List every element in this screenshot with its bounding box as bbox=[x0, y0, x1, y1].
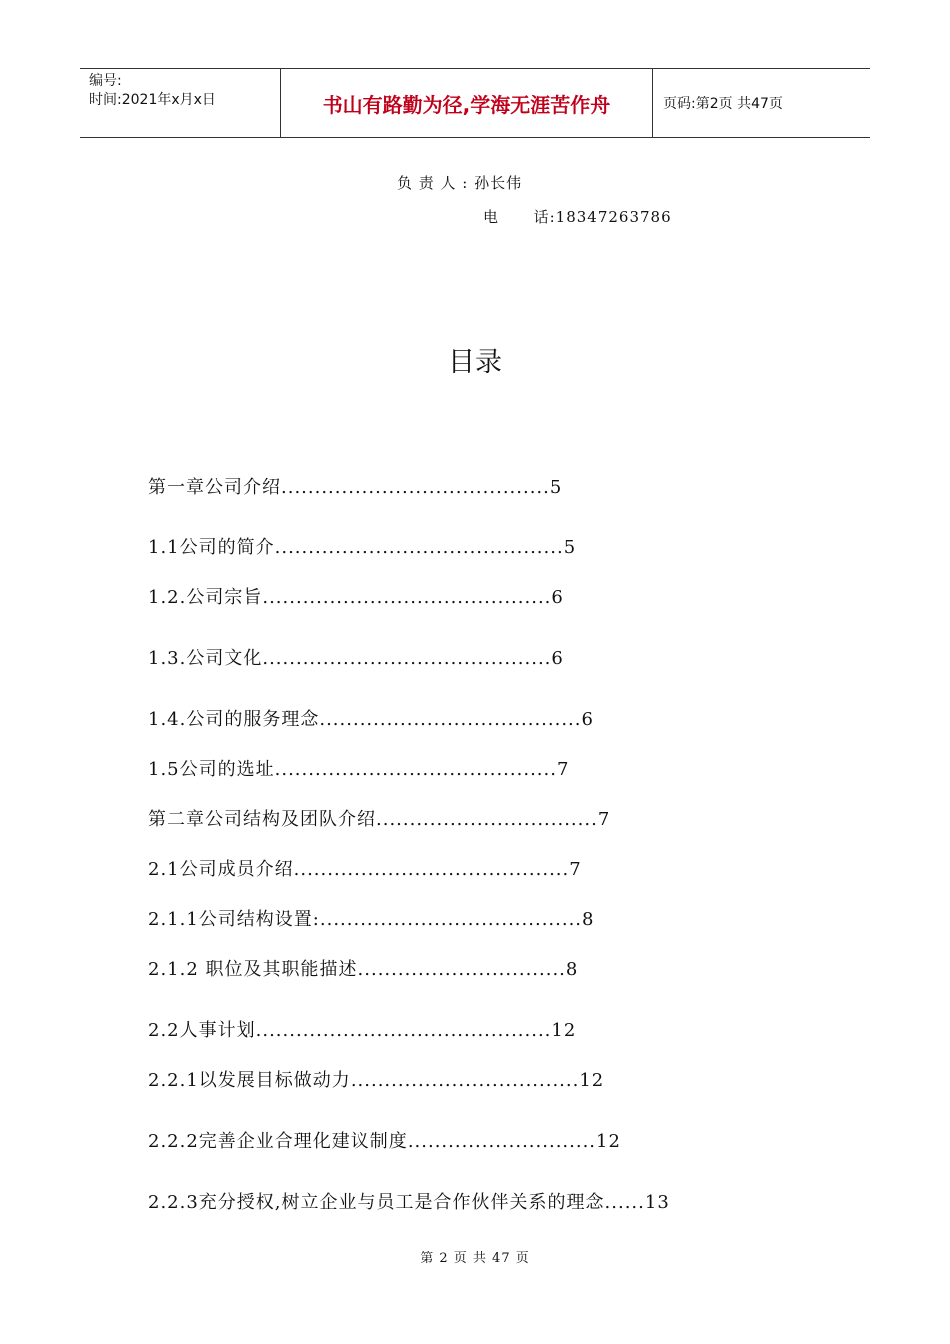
toc-title: 目录 bbox=[448, 347, 502, 378]
toc-leader-dots: ........................................ bbox=[281, 477, 550, 498]
toc-entry[interactable] bbox=[148, 757, 569, 783]
page-footer: 第 2 页 共 47 页 bbox=[420, 1251, 530, 1266]
toc-page-number: 6 bbox=[551, 648, 564, 669]
toc-page-number: 8 bbox=[582, 909, 595, 930]
header-meta bbox=[80, 69, 281, 137]
toc-entry[interactable] bbox=[148, 857, 582, 883]
toc-entry-text: 1.2.公司宗旨 bbox=[148, 587, 263, 608]
toc-leader-dots: ................................. bbox=[376, 809, 598, 830]
toc-entry-text: 1.5公司的选址 bbox=[148, 759, 275, 780]
toc-entry[interactable] bbox=[148, 707, 594, 733]
toc-page-number: 5 bbox=[549, 477, 563, 498]
toc-entry-text: 1.4.公司的服务理念 bbox=[148, 709, 320, 730]
toc-entry-text: 2.1公司成员介绍 bbox=[148, 859, 294, 880]
toc-leader-dots: .......................................... bbox=[274, 759, 557, 780]
toc-leader-dots: ........................................... bbox=[262, 648, 552, 669]
toc-entry[interactable] bbox=[148, 1018, 576, 1044]
toc-entry-text: 2.1.2 职位及其职能描述 bbox=[148, 959, 358, 980]
header-motto: 书山有路勤为径,学海无涯苦作舟 bbox=[281, 69, 653, 137]
toc-leader-dots: ...... bbox=[604, 1192, 645, 1213]
toc-page-number: 7 bbox=[569, 859, 582, 880]
toc-page-number: 12 bbox=[579, 1070, 605, 1091]
toc-entry-text: 2.2.3充分授权,树立企业与员工是合作伙伴关系的理念 bbox=[148, 1192, 605, 1213]
toc-leader-dots: ........................................... bbox=[262, 587, 552, 608]
toc-page-number: 6 bbox=[581, 709, 594, 730]
toc-entry[interactable] bbox=[148, 585, 564, 611]
toc-entry-text: 2.2人事计划 bbox=[148, 1020, 256, 1041]
toc-entry-text: 第一章公司介绍 bbox=[148, 477, 281, 498]
toc-page-number: 5 bbox=[563, 537, 577, 558]
toc-entry[interactable] bbox=[148, 646, 564, 672]
phone-line: 电 话:18347263786 bbox=[483, 208, 672, 226]
number-label: 编号: bbox=[89, 73, 122, 89]
toc-leader-dots: ........................................... bbox=[274, 537, 564, 558]
toc-leader-dots: ............................................ bbox=[255, 1020, 552, 1041]
toc-entry-text: 2.1.1公司结构设置: bbox=[148, 909, 320, 930]
toc-page-number: 12 bbox=[596, 1131, 621, 1152]
toc-page-number: 7 bbox=[597, 809, 611, 830]
time-label: 时间:2021年x月x日 bbox=[89, 92, 216, 108]
toc-page-number: 12 bbox=[551, 1020, 577, 1041]
toc-leader-dots: ............................... bbox=[357, 959, 566, 980]
toc-entry[interactable] bbox=[148, 1129, 621, 1155]
toc-leader-dots: ....................................... bbox=[319, 909, 583, 930]
toc-leader-dots: ............................ bbox=[407, 1131, 597, 1152]
toc-page-number: 6 bbox=[551, 587, 564, 608]
toc-leader-dots: .................................. bbox=[350, 1070, 580, 1091]
toc-entry[interactable] bbox=[148, 807, 610, 833]
toc-entry-text: 第二章公司结构及团队介绍 bbox=[148, 809, 376, 830]
toc-page-number: 13 bbox=[644, 1192, 670, 1213]
toc-entry[interactable] bbox=[148, 907, 594, 933]
toc-page-number: 8 bbox=[565, 959, 579, 980]
toc-leader-dots: ......................................... bbox=[293, 859, 570, 880]
toc-entry-text: 1.1公司的简介 bbox=[148, 537, 275, 558]
toc-entry[interactable] bbox=[148, 535, 576, 561]
page-header bbox=[80, 68, 870, 138]
toc-entry[interactable] bbox=[148, 1190, 670, 1216]
toc-entry[interactable] bbox=[148, 957, 578, 983]
toc-entry[interactable] bbox=[148, 475, 562, 501]
toc-entry-text: 2.2.1以发展目标做动力 bbox=[148, 1070, 351, 1091]
toc-entry[interactable] bbox=[148, 1068, 604, 1094]
toc-entry-text: 1.3.公司文化 bbox=[148, 648, 263, 669]
manager-line: 负 责 人 : 孙长伟 bbox=[397, 174, 523, 192]
toc-entry-text: 2.2.2完善企业合理化建议制度 bbox=[148, 1131, 408, 1152]
toc-leader-dots: ....................................... bbox=[319, 709, 582, 730]
toc-page-number: 7 bbox=[556, 759, 570, 780]
header-page-info: 页码:第2页 共47页 bbox=[663, 96, 783, 112]
